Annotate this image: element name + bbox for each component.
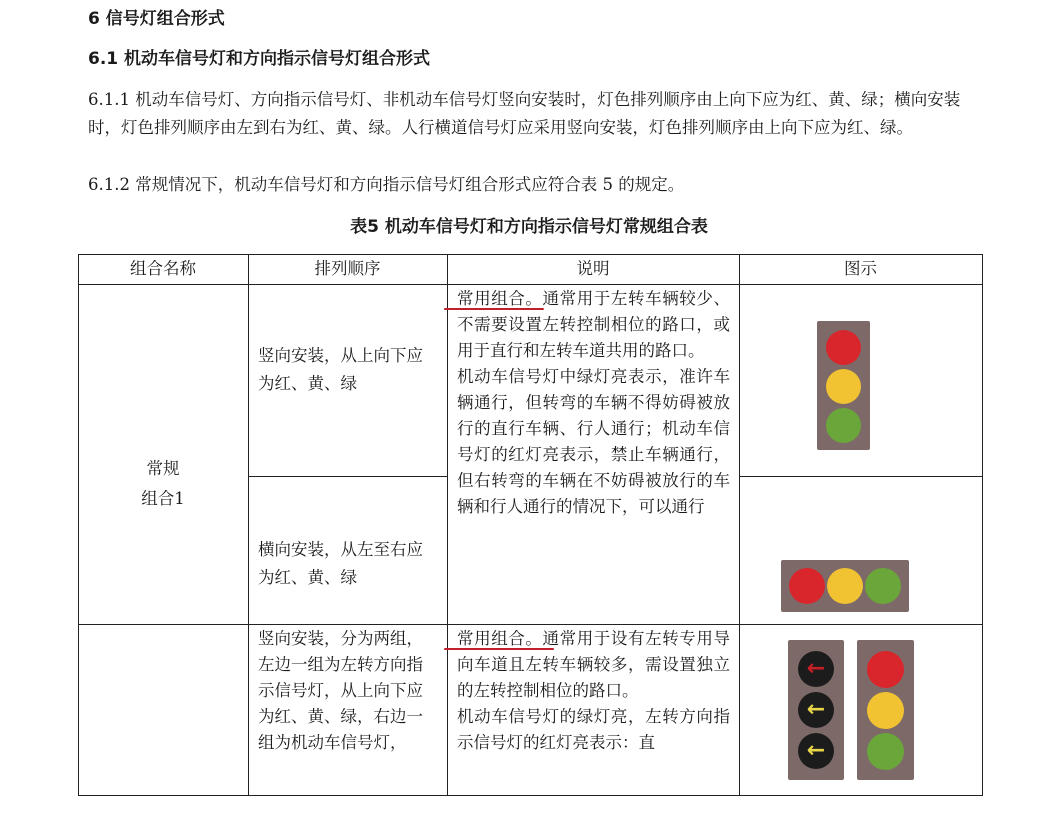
combo-name-1 [78,454,248,514]
description-text: 通常用于设有左转专用导向车道且左转车辆较多，需设置独立的左转控制相位的路口。 [457,629,731,700]
description-1 [457,286,730,520]
red-lamp-icon [789,568,825,604]
combo-name-line: 组合1 [141,489,185,508]
table-border-bottom [78,795,983,796]
table-border-right [982,254,983,796]
yellow-lamp-icon [826,369,861,404]
table-header-divider [78,284,983,285]
description-text: 机动车信号灯的绿灯亮，左转方向指示信号灯的红灯亮表示：直 [457,707,730,752]
paragraph-6-1-2: 6.1.2 常规情况下，机动车信号灯和方向指示信号灯组合形式应符合表 5 的规定。 [88,175,685,194]
common-combo-tag: 常用组合。 [457,629,543,648]
table-col-divider [248,254,249,796]
header-combo-name: 组合名称 [130,259,196,278]
order-vertical: 竖向安装，从上向下应为红、黄、绿 [258,346,423,393]
combo-name-line: 常规 [146,459,180,478]
yellow-lamp-icon [827,568,863,604]
yellow-left-arrow-icon: ← [798,692,834,728]
left-turn-signal-housing [788,640,844,780]
header-order: 排列顺序 [314,259,381,278]
table-col-divider [447,254,448,796]
red-lamp-icon [867,651,904,688]
table-row-divider [739,476,983,477]
common-combo-tag: 常用组合。 [457,289,543,308]
table-border-left [78,254,79,796]
horizontal-signal-housing [781,560,909,612]
vertical-signal-housing [817,321,870,450]
order-two-groups: 竖向安装，分为两组，左边一组为左转方向指示信号灯，从上向下应为红、黄、绿，右边一组为机动车信号灯， [258,629,423,752]
green-lamp-icon [867,733,904,770]
red-left-arrow-icon: ← [798,651,834,687]
description-text: 通常用于左转车辆较少、不需要设置左转控制相位的路口，或用于直行和左转车道共用的路口。 [457,289,731,360]
table-col-divider [739,254,740,796]
table-caption: 表5 机动车信号灯和方向指示信号灯常规组合表 [350,217,708,237]
header-description: 说明 [576,259,610,278]
sub-heading: 6.1 机动车信号灯和方向指示信号灯组合形式 [88,49,431,69]
description-2 [457,626,730,756]
header-diagram: 图示 [844,259,877,278]
red-underline-mark [444,308,544,310]
red-underline-mark [444,648,554,650]
table-row-divider [78,624,983,625]
vehicle-signal-housing [857,640,914,780]
yellow-lamp-icon [867,692,904,729]
green-lamp-icon [826,408,861,443]
description-text: 机动车信号灯中绿灯亮表示，准许车辆通行，但转弯的车辆不得妨碍被放行的直行车辆、行人通行；机动车信号灯的红灯亮表示，禁止车辆通行，但右转弯的车辆在不妨碍被放行的车辆和行人通行的情况下，可以通行 [457,367,730,516]
section-heading: 6 信号灯组合形式 [88,9,225,29]
table-row-divider [248,476,447,477]
paragraph-6-1-1: 6.1.1 机动车信号灯、方向指示信号灯、非机动车信号灯竖向安装时，灯色排列顺序由上向下应为红、黄、绿；横向安装时，灯色排列顺序由左到右为红、黄、绿。人行横道信号灯应采用竖向安装，灯色排列顺序由上向下应为红、绿。 [88,90,961,137]
red-lamp-icon [826,330,861,365]
order-horizontal: 横向安装，从左至右应为红、黄、绿 [258,540,423,587]
green-left-arrow-icon: ← [798,733,834,769]
green-lamp-icon [865,568,901,604]
